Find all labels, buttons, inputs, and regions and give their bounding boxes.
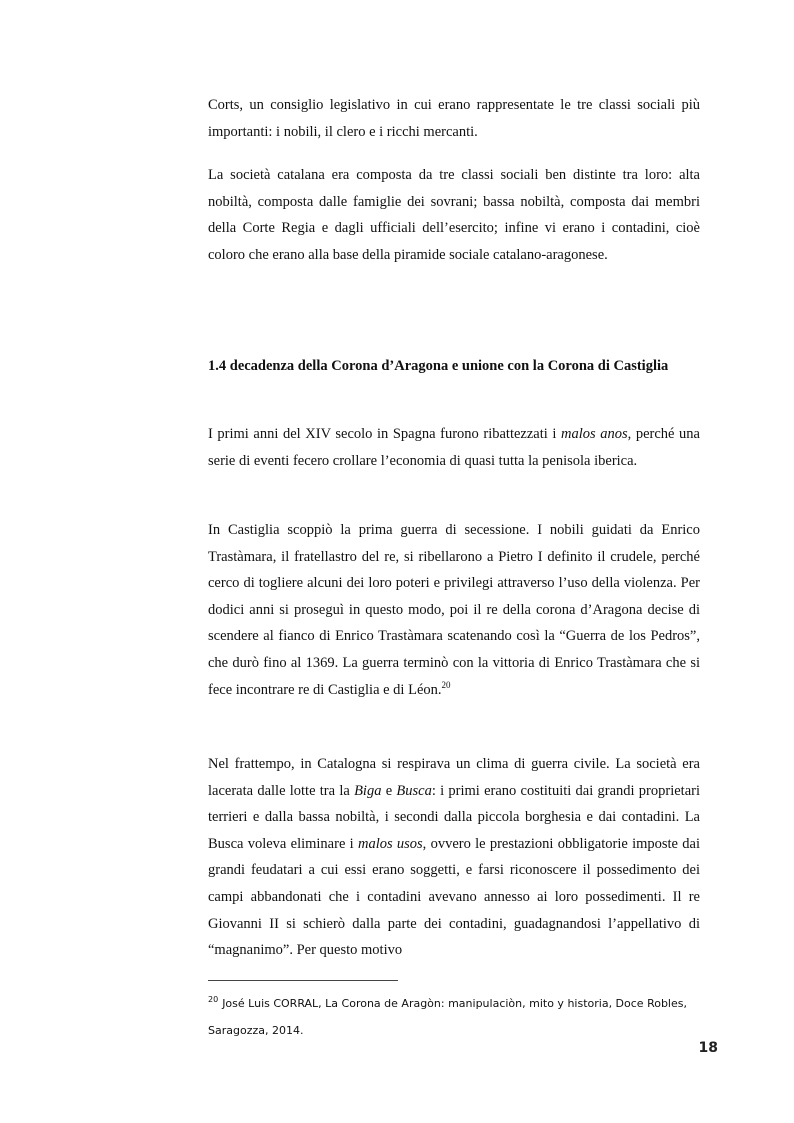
italic-term: Busca: [396, 782, 432, 799]
paragraph-social-classes: [208, 162, 700, 268]
footnote-separator: [208, 980, 398, 981]
paragraph-text: Nel frattempo, in Catalogna si respirava un clima di guerra civile. La società era lacerata dalle lotte tra la: [208, 756, 700, 799]
paragraph-castiglia-war: [208, 517, 700, 703]
paragraph-malos-anos: [208, 421, 700, 474]
paragraph-text: : i primi erano costituiti dai grandi proprietari terrieri e dalla bassa nobiltà, i secondi dalla piccola borghesia e dai contadini. La Busca voleva eliminare i: [208, 782, 701, 852]
section-heading: [208, 353, 700, 380]
paragraph-text: , perché una serie di eventi fecero crollare l’economia di quasi tutta la penisola iberica.: [208, 426, 700, 469]
paragraph-text: e: [381, 782, 397, 799]
paragraph-catalogna: [208, 751, 700, 964]
page-number: 18: [698, 1040, 718, 1056]
paragraph-text: La società catalana era composta da tre classi sociali ben distinte tra loro: alta nobiltà, composta dalle famiglie dei sovrani; bassa nobiltà, composta dai membri della Corte Regia e dagli ufficiali dell’esercito; infine vi erano i contadini, cioè coloro che erano alla base della piramide sociale catalano-aragonese.: [208, 167, 700, 263]
paragraph-text: I primi anni del XIV secolo in Spagna furono ribattezzati i: [208, 426, 561, 442]
paragraph-text: , ovvero le prestazioni obbligatorie imposte dai grandi feudatari a cui essi erano soggetti, e farsi riconoscere il possedimento dei campi abbandonati che i contadini avevano annesso ai loro possedimenti. Il re Giovanni II si schierò dalla parte dei contadini, guadagnandosi l’appellativo di “magnanimo”. Per questo motivo: [208, 835, 700, 959]
italic-term: malos anos: [560, 426, 628, 442]
paragraph-text: Corts, un consiglio legislativo in cui erano rappresentate le tre classi sociali più importanti: i nobili, il clero e i ricchi mercanti.: [208, 97, 700, 140]
paragraph-text: In Castiglia scoppiò la prima guerra di secessione. I nobili guidati da Enrico Trastàmara, il fratellastro del re, si ribellarono a Pietro I definito il crudele, perché cerco di togliere alcuni dei loro poteri e privilegi attraverso l’uso della violenza. Per dodici anni si proseguì in questo modo, poi il re della corona d’Aragona decise di scendere al fianco di Enrico Trastàmara scatenando così la “Guerra de los Pedros”, che durò fino al 1369. La guerra terminò con la vittoria di Enrico Trastàmara che si fece incontrare re di Castiglia e di Léon.: [208, 522, 700, 698]
footnote-reference[interactable]: 20: [441, 679, 451, 690]
italic-term: Biga: [354, 782, 382, 799]
footnote: [208, 990, 700, 1044]
footnote-number: 20: [208, 995, 219, 1005]
paragraph-corts: [208, 92, 700, 145]
italic-term: malos usos: [357, 835, 423, 852]
section-heading-text: 1.4 decadenza della Corona d’Aragona e unione con la Corona di Castiglia: [208, 358, 669, 374]
footnote-text: José Luis CORRAL, La Corona de Aragòn: manipulaciòn, mito y historia, Doce Robles, Saragozza, 2014.: [208, 997, 687, 1037]
